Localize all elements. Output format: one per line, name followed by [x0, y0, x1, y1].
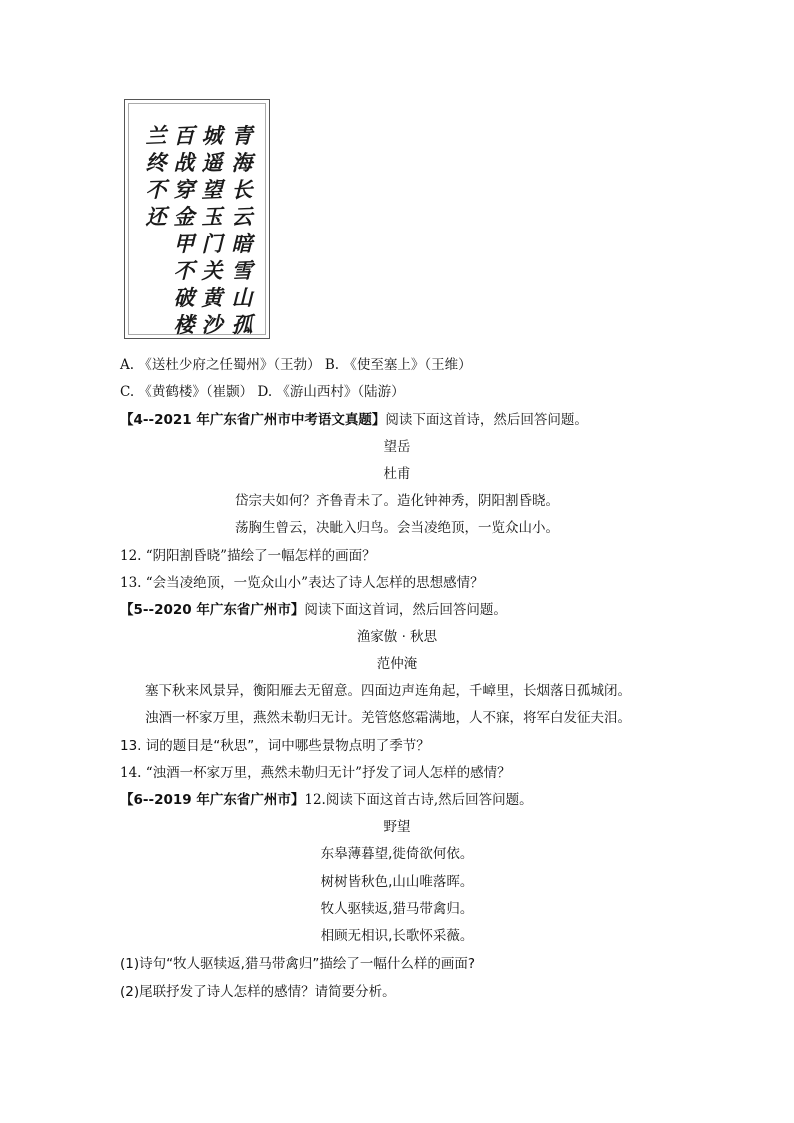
poem-line: 塞下秋来风景异，衡阳雁去无留意。四面边声连角起，千嶂里，长烟落日孤城闭。 — [145, 683, 631, 699]
section-6-intro: 12.阅读下面这首古诗,然后回答问题。 — [304, 792, 533, 808]
calligraphy-column: 百战穿金甲不破楼 — [173, 122, 195, 338]
question-1: (1)诗句“牧人驱犊返,猎马带禽归”描绘了一幅什么样的画面? — [120, 956, 476, 972]
question-13: 13. “会当凌绝顶，一览众山小”表达了诗人怎样的思想感情？ — [120, 575, 484, 591]
poem-title: 望岳 — [383, 439, 411, 455]
poem-line: 东皋薄暮望,徙倚欲何依。 — [320, 846, 474, 862]
section-4-heading — [120, 410, 588, 430]
calligraphy-column: 兰终不还 — [145, 122, 167, 230]
question-12: 12. “阴阳割昏晓”描绘了一幅怎样的画面？ — [120, 548, 376, 564]
poem-author: 杜甫 — [383, 466, 411, 482]
poem-line: 浊酒一杯家万里，燕然未勒归无计。羌管悠悠霜满地，人不寐，将军白发征夫泪。 — [145, 710, 631, 726]
poem-line: 牧人驱犊返,猎马带禽归。 — [320, 901, 474, 917]
poem-line: 岱宗夫如何？齐鲁青未了。造化钟神秀，阴阳割昏晓。 — [235, 493, 559, 509]
option-line-ab: A. 《送杜少府之任蜀州》（王勃） B. 《使至塞上》（王维） — [120, 357, 472, 373]
question-14: 14. “浊酒一杯家万里，燕然未勒归无计”抒发了词人怎样的感情？ — [120, 765, 511, 781]
poem-line: 树树皆秋色,山山唯落晖。 — [320, 874, 474, 890]
section-5-heading — [120, 600, 507, 620]
section-4-tag: 【4--2021 年广东省广州市中考语文真题】 — [120, 412, 386, 428]
section-4-intro: 阅读下面这首诗，然后回答问题。 — [385, 412, 588, 428]
poem-line: 荡胸生曾云，决眦入归鸟。会当凌绝顶，一览众山小。 — [235, 520, 559, 536]
calligraphy-column: 城遥望玉门关黄沙 — [201, 122, 223, 338]
poem-line: 相顾无相识,长歌怀采薇。 — [320, 928, 474, 944]
section-5-tag: 【5--2020 年广东省广州市】 — [120, 602, 305, 618]
calligraphy-frame — [128, 103, 266, 338]
section-6-tag: 【6--2019 年广东省广州市】 — [120, 792, 305, 808]
poem-title: 渔家傲 · 秋思 — [356, 629, 438, 645]
option-line-cd: C. 《黄鹤楼》（崔颢） D. 《游山西村》（陆游） — [120, 384, 405, 400]
calligraphy-column: 青海长云暗雪山孤 — [231, 122, 253, 338]
poem-author: 范仲淹 — [376, 656, 418, 672]
section-5-intro: 阅读下面这首词，然后回答问题。 — [304, 602, 507, 618]
calligraphy-image — [124, 99, 270, 339]
poem-title: 野望 — [383, 819, 411, 835]
question-13: 13. 词的题目是“秋思”，词中哪些景物点明了季节？ — [120, 738, 430, 754]
section-6-heading — [120, 790, 533, 810]
question-2: (2)尾联抒发了诗人怎样的感情？请简要分析。 — [120, 984, 396, 1000]
